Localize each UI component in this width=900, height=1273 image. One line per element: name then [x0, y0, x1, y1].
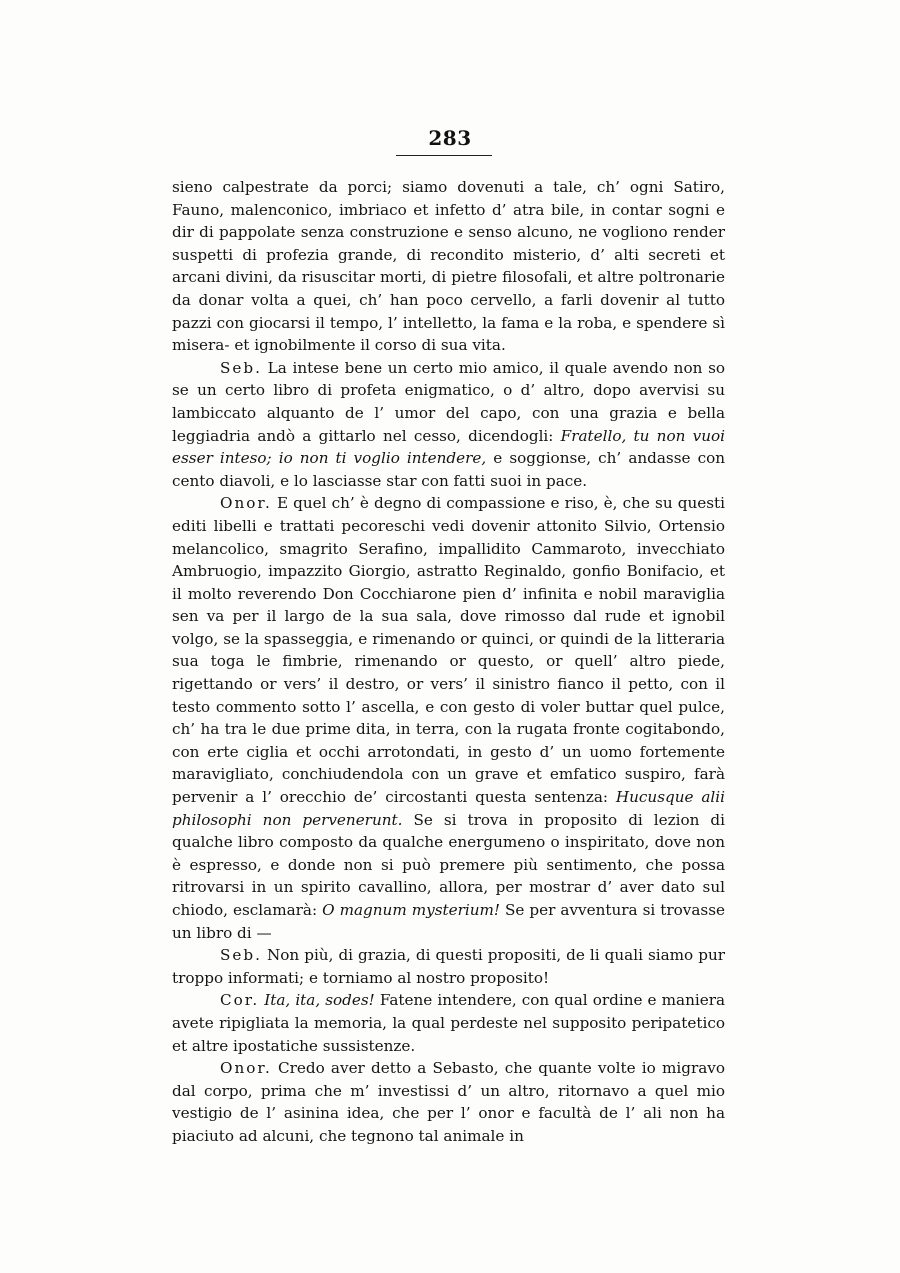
dialogue-text: Credo aver detto a Sebasto, che quante volte io migravo dal corpo, prima che m’ investissi d’ un altro, ritornavo a quel mio vestigio de l’ asinina idea, che per l’ onor e facultà de l’ ali non ha piaciuto ad alcuni, che tegnono tal animale in: [172, 1059, 725, 1145]
dialogue-text: Se si trova in proposito di lezion di qualche libro composto da qualche energumeno o inspiritato, dove non è espresso, e donde non si può premere più sentimento, che possa ritrovarsi in un spirito cavallino, allora, per mostrar d’ aver dato sul chiodo, esclamarà:: [172, 810, 726, 919]
italic-quote: Ita, ita, sodes!: [264, 991, 375, 1010]
paragraph-text: sieno calpestrate da porci; siamo dovenuti a tale, ch’ ogni Satiro, Fauno, malenconico, imbriaco et infetto d’ atra bile, in contar sogni e dir di pappolate senza construzione e senso alcuno, ne vogliono render suspetti di profezia grande, di recondito misterio, d’ alti secreti et arcani divini, da risuscitar morti, di pietre filosofali, et altre poltronarie da donar volta a quei, ch’ han poco cervello, a farli dovenir al tutto pazzi con giocarsi il tempo, l’ intelletto, la fama e la roba, e spendere sì misera- et ignobilmente il corso di sua vita.: [172, 178, 725, 355]
italic-quote: Hucusque alii philosophi non pervenerunt.: [172, 788, 725, 829]
speaker-label: Onor.: [220, 1059, 272, 1078]
dialogue-text: La intese bene un certo mio amico, il quale avendo non so se un certo libro di profeta enigmatico, o d’ altro, dopo avervisi su lambiccato alquanto de l’ umor del capo, con una grazia e bella leggiadria andò a gittarlo nel cesso, dicendogli:: [172, 358, 726, 445]
italic-quote: Fratello, tu non vuoi esser inteso; io non ti voglio intendere,: [172, 426, 725, 468]
dialogue-text: Fatene intendere, con qual ordine e maniera avete ripigliata la memoria, la qual perdeste nel supposito peripatetico et altre ipostatiche sussistenze.: [172, 991, 726, 1055]
dialogue-paragraph: [172, 357, 725, 493]
paragraph: [172, 176, 725, 357]
dialogue-paragraph: [172, 1057, 725, 1147]
dialogue-paragraph: [172, 989, 725, 1057]
speaker-label: Cor.: [220, 991, 260, 1010]
page-number: 283: [428, 126, 472, 150]
dialogue-text: E quel ch’ è degno di compassione e riso, è, che su questi editi libelli e trattati pecoreschi vedi dovenir attonito Silvio, Ortensio melancolico, smagrito Serafino, impallidito Cammaroto, invecchiato Ambruogio, impazzito Giorgio, astratto Reginaldo, gonfio Bonifacio, et il molto reverendo Don Cocchiarone pien d’ infinita e nobil maraviglia sen va per il largo de la sua sala, dove rimosso dal rude et ignobil volgo, se la spasseggia, e rimenando or quinci, or quindi de la litteraria sua toga le fimbrie, rimenando or questo, or quell’ altro piede, rigettando or vers’ il destro, or vers’ il sinistro fianco il petto, con il testo commento sotto l’ ascella, e con gesto di voler buttar quel pulce, ch’ ha tra le due prime dita, in terra, con la rugata fronte cogitabondo, con erte ciglia et occhi arrotondati, in gesto d’ un uomo fortemente maravigliato, conchiudendola con un grave et emfatico suspiro, farà pervenir a l’ orecchio de’ circostanti questa sentenza:: [172, 494, 725, 807]
header-rule: [396, 155, 492, 156]
page-header: [0, 126, 900, 150]
body-text: [172, 176, 725, 1148]
dialogue-paragraph: [172, 944, 725, 989]
dialogue-text: Se per avventura si trovasse un libro di —: [172, 901, 725, 942]
dialogue-text: Non più, di grazia, di questi propositi, de li quali siamo pur troppo informati; e torniamo al nostro proposito!: [172, 946, 725, 987]
speaker-label: Seb.: [220, 358, 262, 377]
speaker-label: Onor.: [220, 494, 272, 513]
dialogue-paragraph: [172, 492, 725, 944]
speaker-label: Seb.: [220, 946, 262, 965]
italic-quote: O magnum mysterium!: [322, 901, 500, 919]
dialogue-text: e soggionse, ch’ andasse con cento diavoli, e lo lasciasse star con fatti suoi in pace.: [172, 449, 725, 490]
